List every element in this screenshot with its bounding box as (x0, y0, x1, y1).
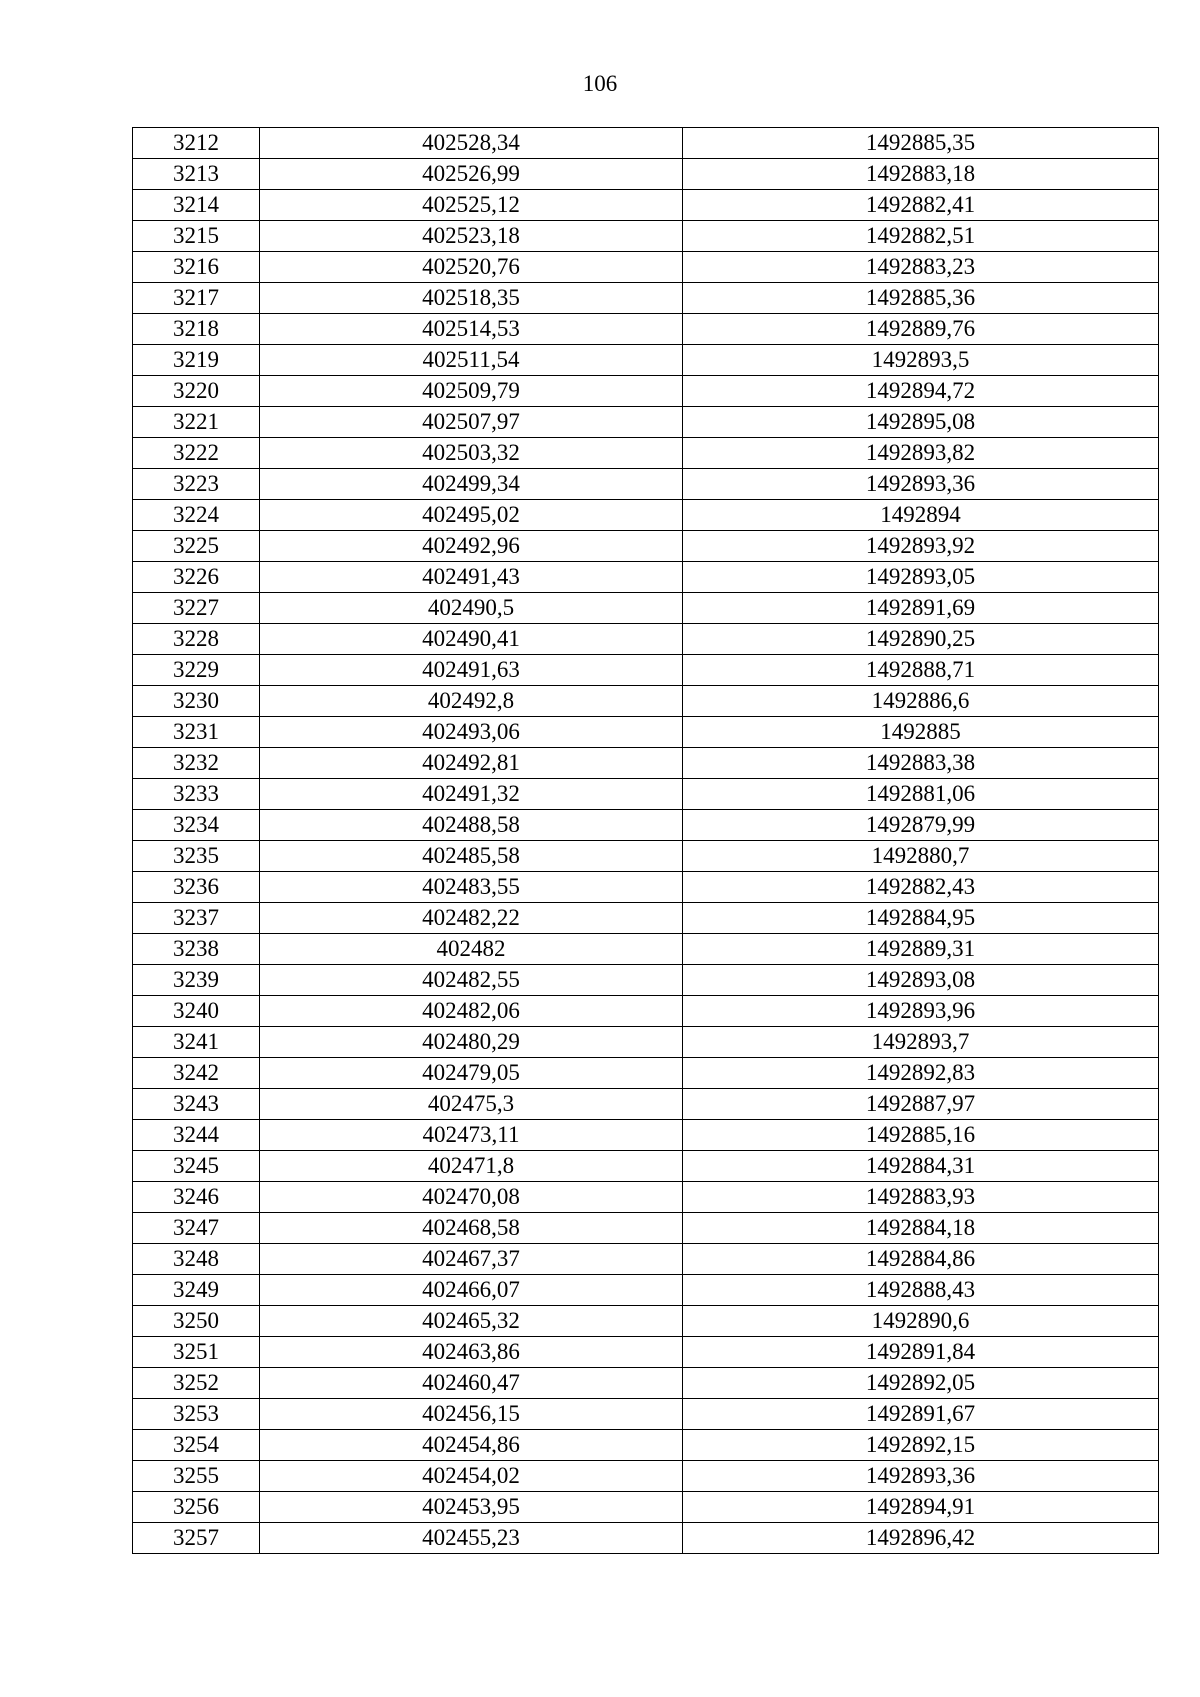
table-row (133, 965, 1159, 996)
point-number-cell: 3251 (133, 1337, 260, 1368)
table-row (133, 1368, 1159, 1399)
table-row (133, 562, 1159, 593)
point-number-cell: 3232 (133, 748, 260, 779)
table-row (133, 1058, 1159, 1089)
x-coordinate-cell: 402466,07 (260, 1275, 683, 1306)
x-coordinate-cell: 402471,8 (260, 1151, 683, 1182)
point-number-cell: 3223 (133, 469, 260, 500)
point-number-cell: 3246 (133, 1182, 260, 1213)
x-coordinate-cell: 402488,58 (260, 810, 683, 841)
point-number-cell: 3218 (133, 314, 260, 345)
x-coordinate-cell: 402454,86 (260, 1430, 683, 1461)
table-row (133, 252, 1159, 283)
table-row (133, 469, 1159, 500)
y-coordinate-cell: 1492883,23 (683, 252, 1159, 283)
point-number-cell: 3247 (133, 1213, 260, 1244)
table-row (133, 1523, 1159, 1554)
table-row (133, 1275, 1159, 1306)
x-coordinate-cell: 402482 (260, 934, 683, 965)
x-coordinate-cell: 402492,81 (260, 748, 683, 779)
x-coordinate-cell: 402479,05 (260, 1058, 683, 1089)
y-coordinate-cell: 1492894,91 (683, 1492, 1159, 1523)
point-number-cell: 3255 (133, 1461, 260, 1492)
x-coordinate-cell: 402490,5 (260, 593, 683, 624)
y-coordinate-cell: 1492890,25 (683, 624, 1159, 655)
x-coordinate-cell: 402493,06 (260, 717, 683, 748)
y-coordinate-cell: 1492882,51 (683, 221, 1159, 252)
point-number-cell: 3235 (133, 841, 260, 872)
point-number-cell: 3244 (133, 1120, 260, 1151)
point-number-cell: 3219 (133, 345, 260, 376)
point-number-cell: 3213 (133, 159, 260, 190)
y-coordinate-cell: 1492885 (683, 717, 1159, 748)
y-coordinate-cell: 1492893,92 (683, 531, 1159, 562)
x-coordinate-cell: 402491,32 (260, 779, 683, 810)
point-number-cell: 3216 (133, 252, 260, 283)
y-coordinate-cell: 1492893,82 (683, 438, 1159, 469)
point-number-cell: 3220 (133, 376, 260, 407)
table-row (133, 1151, 1159, 1182)
point-number-cell: 3250 (133, 1306, 260, 1337)
y-coordinate-cell: 1492895,08 (683, 407, 1159, 438)
y-coordinate-cell: 1492893,36 (683, 1461, 1159, 1492)
x-coordinate-cell: 402495,02 (260, 500, 683, 531)
x-coordinate-cell: 402526,99 (260, 159, 683, 190)
x-coordinate-cell: 402528,34 (260, 128, 683, 159)
table-row (133, 996, 1159, 1027)
table-row (133, 934, 1159, 965)
y-coordinate-cell: 1492893,08 (683, 965, 1159, 996)
point-number-cell: 3233 (133, 779, 260, 810)
point-number-cell: 3225 (133, 531, 260, 562)
y-coordinate-cell: 1492891,69 (683, 593, 1159, 624)
table-row (133, 1182, 1159, 1213)
table-row (133, 593, 1159, 624)
y-coordinate-cell: 1492893,7 (683, 1027, 1159, 1058)
table-row (133, 128, 1159, 159)
y-coordinate-cell: 1492893,05 (683, 562, 1159, 593)
table-row (133, 1399, 1159, 1430)
x-coordinate-cell: 402460,47 (260, 1368, 683, 1399)
point-number-cell: 3242 (133, 1058, 260, 1089)
x-coordinate-cell: 402482,22 (260, 903, 683, 934)
table-row (133, 717, 1159, 748)
table-row (133, 624, 1159, 655)
y-coordinate-cell: 1492894,72 (683, 376, 1159, 407)
y-coordinate-cell: 1492893,36 (683, 469, 1159, 500)
y-coordinate-cell: 1492879,99 (683, 810, 1159, 841)
x-coordinate-cell: 402467,37 (260, 1244, 683, 1275)
point-number-cell: 3252 (133, 1368, 260, 1399)
y-coordinate-cell: 1492883,38 (683, 748, 1159, 779)
x-coordinate-cell: 402483,55 (260, 872, 683, 903)
x-coordinate-cell: 402509,79 (260, 376, 683, 407)
y-coordinate-cell: 1492890,6 (683, 1306, 1159, 1337)
point-number-cell: 3236 (133, 872, 260, 903)
point-number-cell: 3234 (133, 810, 260, 841)
y-coordinate-cell: 1492880,7 (683, 841, 1159, 872)
y-coordinate-cell: 1492884,31 (683, 1151, 1159, 1182)
x-coordinate-cell: 402465,32 (260, 1306, 683, 1337)
x-coordinate-cell: 402473,11 (260, 1120, 683, 1151)
table-row (133, 903, 1159, 934)
table-row (133, 872, 1159, 903)
y-coordinate-cell: 1492892,15 (683, 1430, 1159, 1461)
table-row (133, 438, 1159, 469)
x-coordinate-cell: 402507,97 (260, 407, 683, 438)
x-coordinate-cell: 402480,29 (260, 1027, 683, 1058)
y-coordinate-cell: 1492885,36 (683, 283, 1159, 314)
table-row (133, 779, 1159, 810)
point-number-cell: 3215 (133, 221, 260, 252)
point-number-cell: 3257 (133, 1523, 260, 1554)
x-coordinate-cell: 402523,18 (260, 221, 683, 252)
y-coordinate-cell: 1492884,18 (683, 1213, 1159, 1244)
y-coordinate-cell: 1492889,76 (683, 314, 1159, 345)
y-coordinate-cell: 1492884,86 (683, 1244, 1159, 1275)
x-coordinate-cell: 402485,58 (260, 841, 683, 872)
y-coordinate-cell: 1492881,06 (683, 779, 1159, 810)
table-row (133, 1461, 1159, 1492)
y-coordinate-cell: 1492882,43 (683, 872, 1159, 903)
table-row (133, 190, 1159, 221)
point-number-cell: 3217 (133, 283, 260, 314)
table-row (133, 1027, 1159, 1058)
table-row (133, 810, 1159, 841)
x-coordinate-cell: 402453,95 (260, 1492, 683, 1523)
y-coordinate-cell: 1492889,31 (683, 934, 1159, 965)
table-row (133, 221, 1159, 252)
x-coordinate-cell: 402503,32 (260, 438, 683, 469)
table-row (133, 407, 1159, 438)
table-row (133, 1337, 1159, 1368)
point-number-cell: 3256 (133, 1492, 260, 1523)
table-row (133, 500, 1159, 531)
point-number-cell: 3245 (133, 1151, 260, 1182)
y-coordinate-cell: 1492888,71 (683, 655, 1159, 686)
point-number-cell: 3212 (133, 128, 260, 159)
x-coordinate-cell: 402455,23 (260, 1523, 683, 1554)
point-number-cell: 3248 (133, 1244, 260, 1275)
table-row (133, 283, 1159, 314)
table-row (133, 841, 1159, 872)
y-coordinate-cell: 1492884,95 (683, 903, 1159, 934)
y-coordinate-cell: 1492883,18 (683, 159, 1159, 190)
x-coordinate-cell: 402492,96 (260, 531, 683, 562)
table-row (133, 1244, 1159, 1275)
point-number-cell: 3237 (133, 903, 260, 934)
y-coordinate-cell: 1492888,43 (683, 1275, 1159, 1306)
x-coordinate-cell: 402463,86 (260, 1337, 683, 1368)
point-number-cell: 3230 (133, 686, 260, 717)
x-coordinate-cell: 402482,06 (260, 996, 683, 1027)
x-coordinate-cell: 402482,55 (260, 965, 683, 996)
y-coordinate-cell: 1492887,97 (683, 1089, 1159, 1120)
point-number-cell: 3253 (133, 1399, 260, 1430)
table-row (133, 531, 1159, 562)
table-row (133, 314, 1159, 345)
table-row (133, 748, 1159, 779)
table-row (133, 345, 1159, 376)
table-row (133, 376, 1159, 407)
x-coordinate-cell: 402490,41 (260, 624, 683, 655)
coordinates-table (132, 127, 1159, 1554)
coordinates-table-body (133, 128, 1159, 1554)
point-number-cell: 3222 (133, 438, 260, 469)
table-row (133, 1213, 1159, 1244)
y-coordinate-cell: 1492893,96 (683, 996, 1159, 1027)
point-number-cell: 3240 (133, 996, 260, 1027)
page-number: 106 (582, 71, 618, 96)
point-number-cell: 3231 (133, 717, 260, 748)
point-number-cell: 3221 (133, 407, 260, 438)
point-number-cell: 3214 (133, 190, 260, 221)
point-number-cell: 3239 (133, 965, 260, 996)
x-coordinate-cell: 402491,43 (260, 562, 683, 593)
x-coordinate-cell: 402520,76 (260, 252, 683, 283)
table-row (133, 1430, 1159, 1461)
table-row (133, 655, 1159, 686)
x-coordinate-cell: 402456,15 (260, 1399, 683, 1430)
point-number-cell: 3228 (133, 624, 260, 655)
x-coordinate-cell: 402468,58 (260, 1213, 683, 1244)
y-coordinate-cell: 1492885,35 (683, 128, 1159, 159)
y-coordinate-cell: 1492891,84 (683, 1337, 1159, 1368)
table-row (133, 1089, 1159, 1120)
table-row (133, 159, 1159, 190)
point-number-cell: 3224 (133, 500, 260, 531)
x-coordinate-cell: 402525,12 (260, 190, 683, 221)
x-coordinate-cell: 402491,63 (260, 655, 683, 686)
point-number-cell: 3254 (133, 1430, 260, 1461)
y-coordinate-cell: 1492882,41 (683, 190, 1159, 221)
point-number-cell: 3241 (133, 1027, 260, 1058)
y-coordinate-cell: 1492891,67 (683, 1399, 1159, 1430)
x-coordinate-cell: 402492,8 (260, 686, 683, 717)
point-number-cell: 3243 (133, 1089, 260, 1120)
x-coordinate-cell: 402499,34 (260, 469, 683, 500)
x-coordinate-cell: 402514,53 (260, 314, 683, 345)
point-number-cell: 3229 (133, 655, 260, 686)
point-number-cell: 3226 (133, 562, 260, 593)
y-coordinate-cell: 1492894 (683, 500, 1159, 531)
x-coordinate-cell: 402454,02 (260, 1461, 683, 1492)
x-coordinate-cell: 402518,35 (260, 283, 683, 314)
x-coordinate-cell: 402475,3 (260, 1089, 683, 1120)
point-number-cell: 3249 (133, 1275, 260, 1306)
x-coordinate-cell: 402470,08 (260, 1182, 683, 1213)
y-coordinate-cell: 1492893,5 (683, 345, 1159, 376)
point-number-cell: 3227 (133, 593, 260, 624)
y-coordinate-cell: 1492883,93 (683, 1182, 1159, 1213)
table-row (133, 1492, 1159, 1523)
point-number-cell: 3238 (133, 934, 260, 965)
y-coordinate-cell: 1492886,6 (683, 686, 1159, 717)
x-coordinate-cell: 402511,54 (260, 345, 683, 376)
table-row (133, 686, 1159, 717)
y-coordinate-cell: 1492892,83 (683, 1058, 1159, 1089)
y-coordinate-cell: 1492892,05 (683, 1368, 1159, 1399)
table-row (133, 1306, 1159, 1337)
y-coordinate-cell: 1492885,16 (683, 1120, 1159, 1151)
y-coordinate-cell: 1492896,42 (683, 1523, 1159, 1554)
table-row (133, 1120, 1159, 1151)
